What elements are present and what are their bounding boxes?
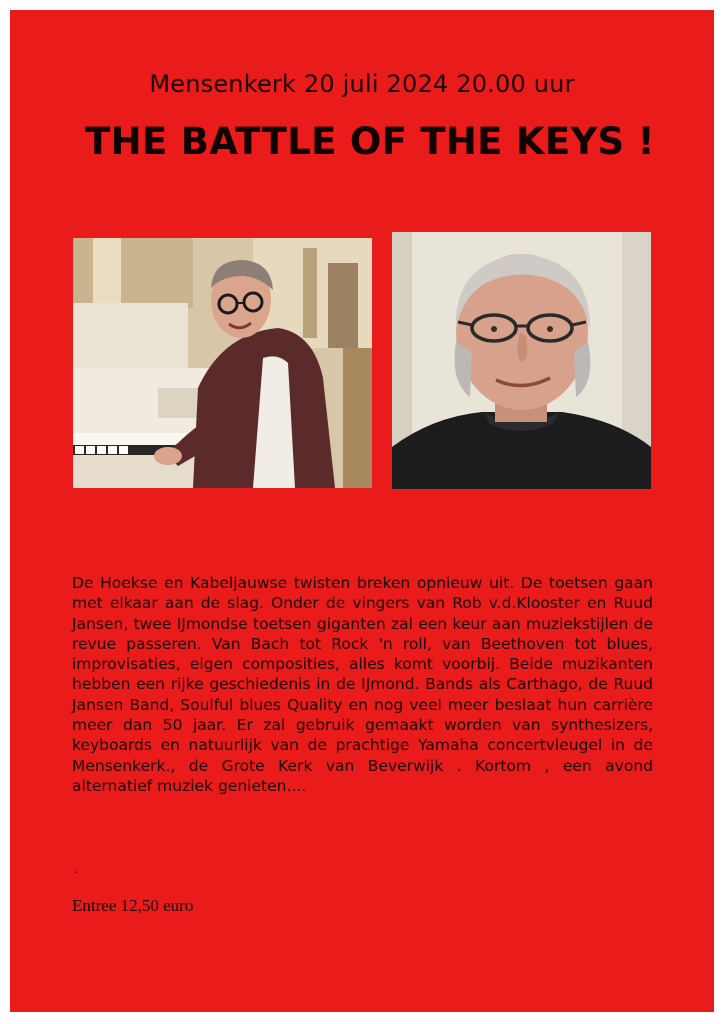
entrance-price: Entree 12,50 euro: [72, 896, 194, 915]
portrait-photo: [392, 232, 651, 489]
event-description: De Hoekse en Kabeljauwse twisten breken opnieuw uit. De toetsen gaan met elkaar aan de slag. Onder de vingers van Rob v.d.Klooster en Ruud Jansen, twee IJmondse toetsen giganten zal een keur aan muziekstijlen de revue passeren. Van Bach tot Rock 'n roll, van Beethoven tot blues, improvisaties, eigen composities, alles komt voorbij. Beide muzikanten hebben een rijke geschiedenis in de IJmond. Bands als Carthago, de Ruud Jansen Band, Soulful blues Quality en nog veel meer beslaat hun carrière meer dan 50 jaar. Er zal gebruik gemaakt worden van synthesizers, keyboards en natuurlijk van de prachtige Yamaha concertvleugel in de Mensenkerk., de Grote Kerk van Beverwijk . Kortom , een avond alternatief muziek genieten....: [72, 574, 653, 795]
event-date-location: Mensenkerk 20 juli 2024 20.00 uur: [149, 70, 575, 98]
separator-dot: .: [74, 862, 78, 876]
event-title: THE BATTLE OF THE KEYS !: [85, 120, 655, 163]
piano-player-photo: [73, 238, 372, 488]
poster: [10, 10, 714, 1012]
